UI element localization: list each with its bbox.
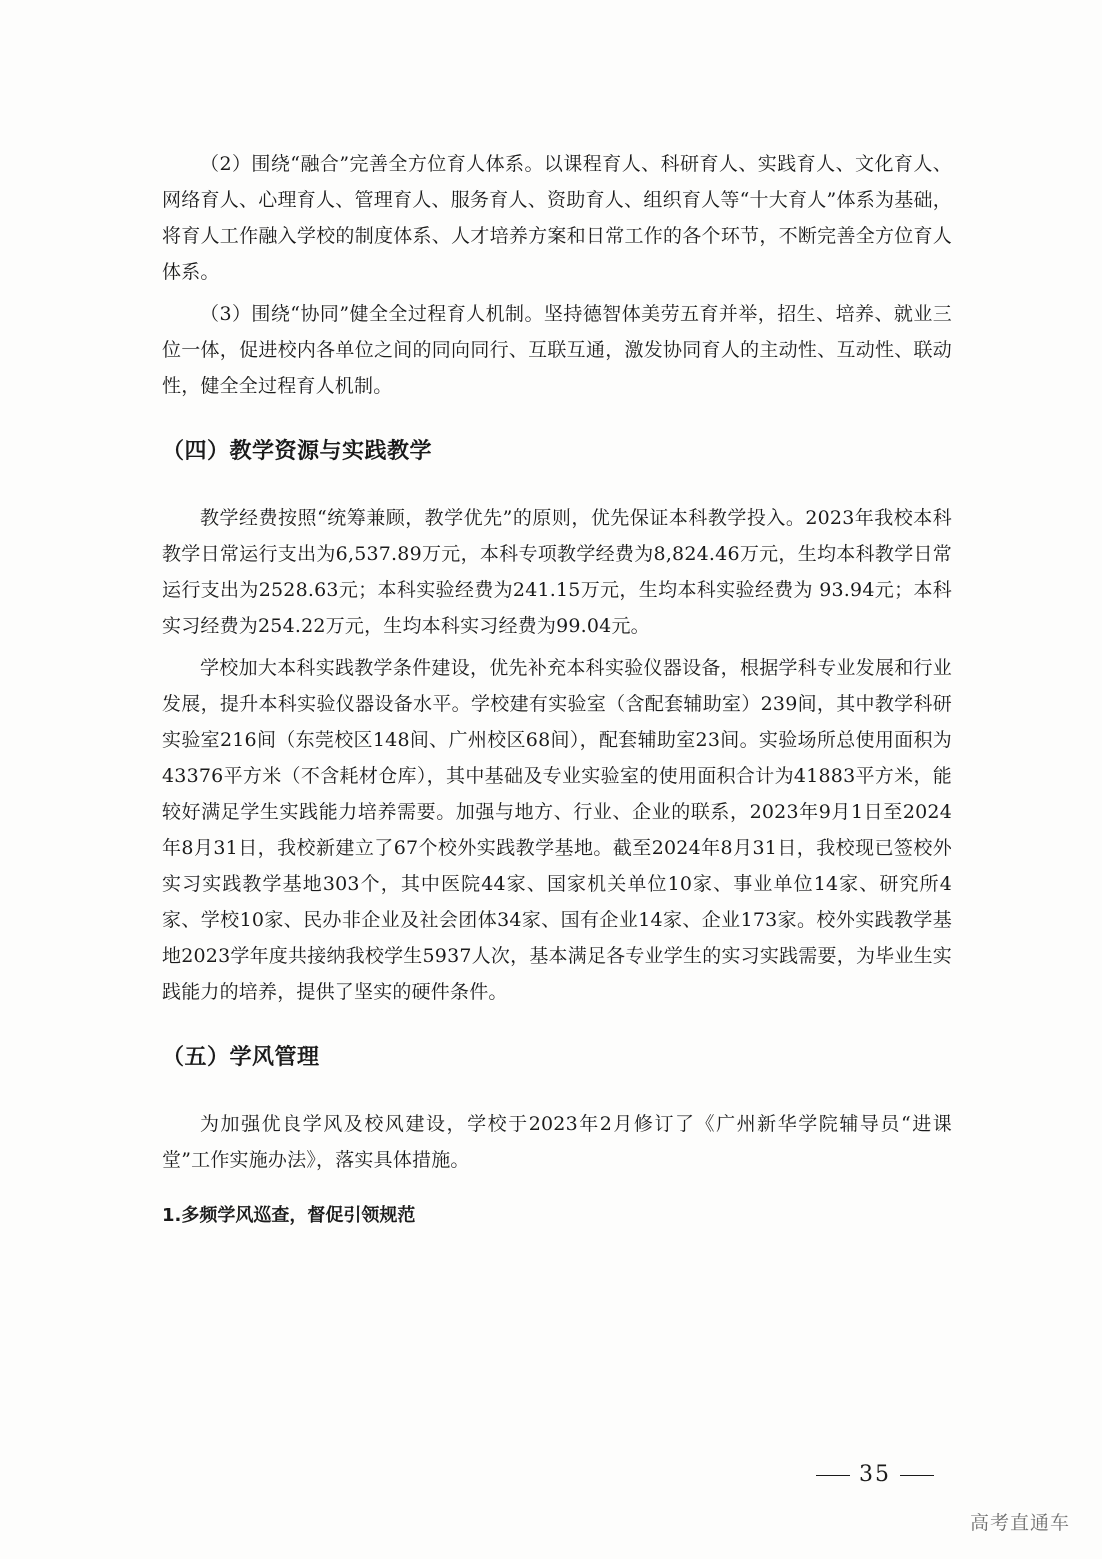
watermark-text: 高考直通车 [969, 1512, 1070, 1534]
page-content [162, 146, 952, 1234]
page-number-dash-left [816, 1475, 850, 1476]
page-number-dash-right [900, 1475, 934, 1476]
page-number [816, 1462, 934, 1487]
paragraph-practice-conditions: 学校加大本科实践教学条件建设，优先补充本科实验仪器设备，根据学科专业发展和行业发展，提升本科实验仪器设备水平。学校建有实验室（含配套辅助室）239间，其中教学科研实验室216间（东莞校区148间、广州校区68间），配套辅助室23间。实验场所总使用面积为43376平方米（不含耗材仓库），其中基础及专业实验室的使用面积合计为41883平方米，能较好满足学生实践能力培养需要。加强与地方、行业、企业的联系，2023年9月1日至2024年8月31日，我校新建立了67个校外实践教学基地。截至2024年8月31日，我校现已签校外实习实践教学基地303个，其中医院44家、国家机关单位10家、事业单位14家、研究所4家、学校10家、民办非企业及社会团体34家、国有企业14家、企业173家。校外实践教学基地2023学年度共接纳我校学生5937人次，基本满足各专业学生的实习实践需要，为毕业生实践能力的培养，提供了坚实的硬件条件。 [162, 657, 952, 1003]
paragraph-coordination-mechanism: （3）围绕“协同”健全全过程育人机制。坚持德智体美劳五育并举，招生、培养、就业三位一体，促进校内各单位之间的同向同行、互联互通，激发协同育人的主动性、互动性、联动性，健全全过程育人机制。 [162, 303, 952, 397]
paragraph-teaching-funds: 教学经费按照“统筹兼顾，教学优先”的原则，优先保证本科教学投入。2023年我校本科教学日常运行支出为6,537.89万元，本科专项教学经费为8,824.46万元，生均本科教学日常运行支出为2528.63元；本科实验经费为241.15万元，生均本科实验经费为 93.94元；本科实习经费为254.22万元，生均本科实习经费为99.04元。 [162, 507, 952, 637]
paragraph-fusion-education: （2）围绕“融合”完善全方位育人体系。以课程育人、科研育人、实践育人、文化育人、网络育人、心理育人、管理育人、服务育人、资助育人、组织育人等“十大育人”体系为基础，将育人工作融入学校的制度体系、人才培养方案和日常工作的各个环节，不断完善全方位育人体系。 [162, 153, 952, 283]
paragraph-study-style-intro: 为加强优良学风及校风建设，学校于2023年2月修订了《广州新华学院辅导员“进课堂”工作实施办法》，落实具体措施。 [162, 1113, 952, 1171]
section-heading-study-style: （五）学风管理 [162, 1045, 320, 1070]
subheading-patrol: 1.多频学风巡查，督促引领规范 [162, 1205, 416, 1226]
page-number-value: 35 [859, 1462, 891, 1487]
section-heading-teaching-resources: （四）教学资源与实践教学 [162, 439, 433, 464]
